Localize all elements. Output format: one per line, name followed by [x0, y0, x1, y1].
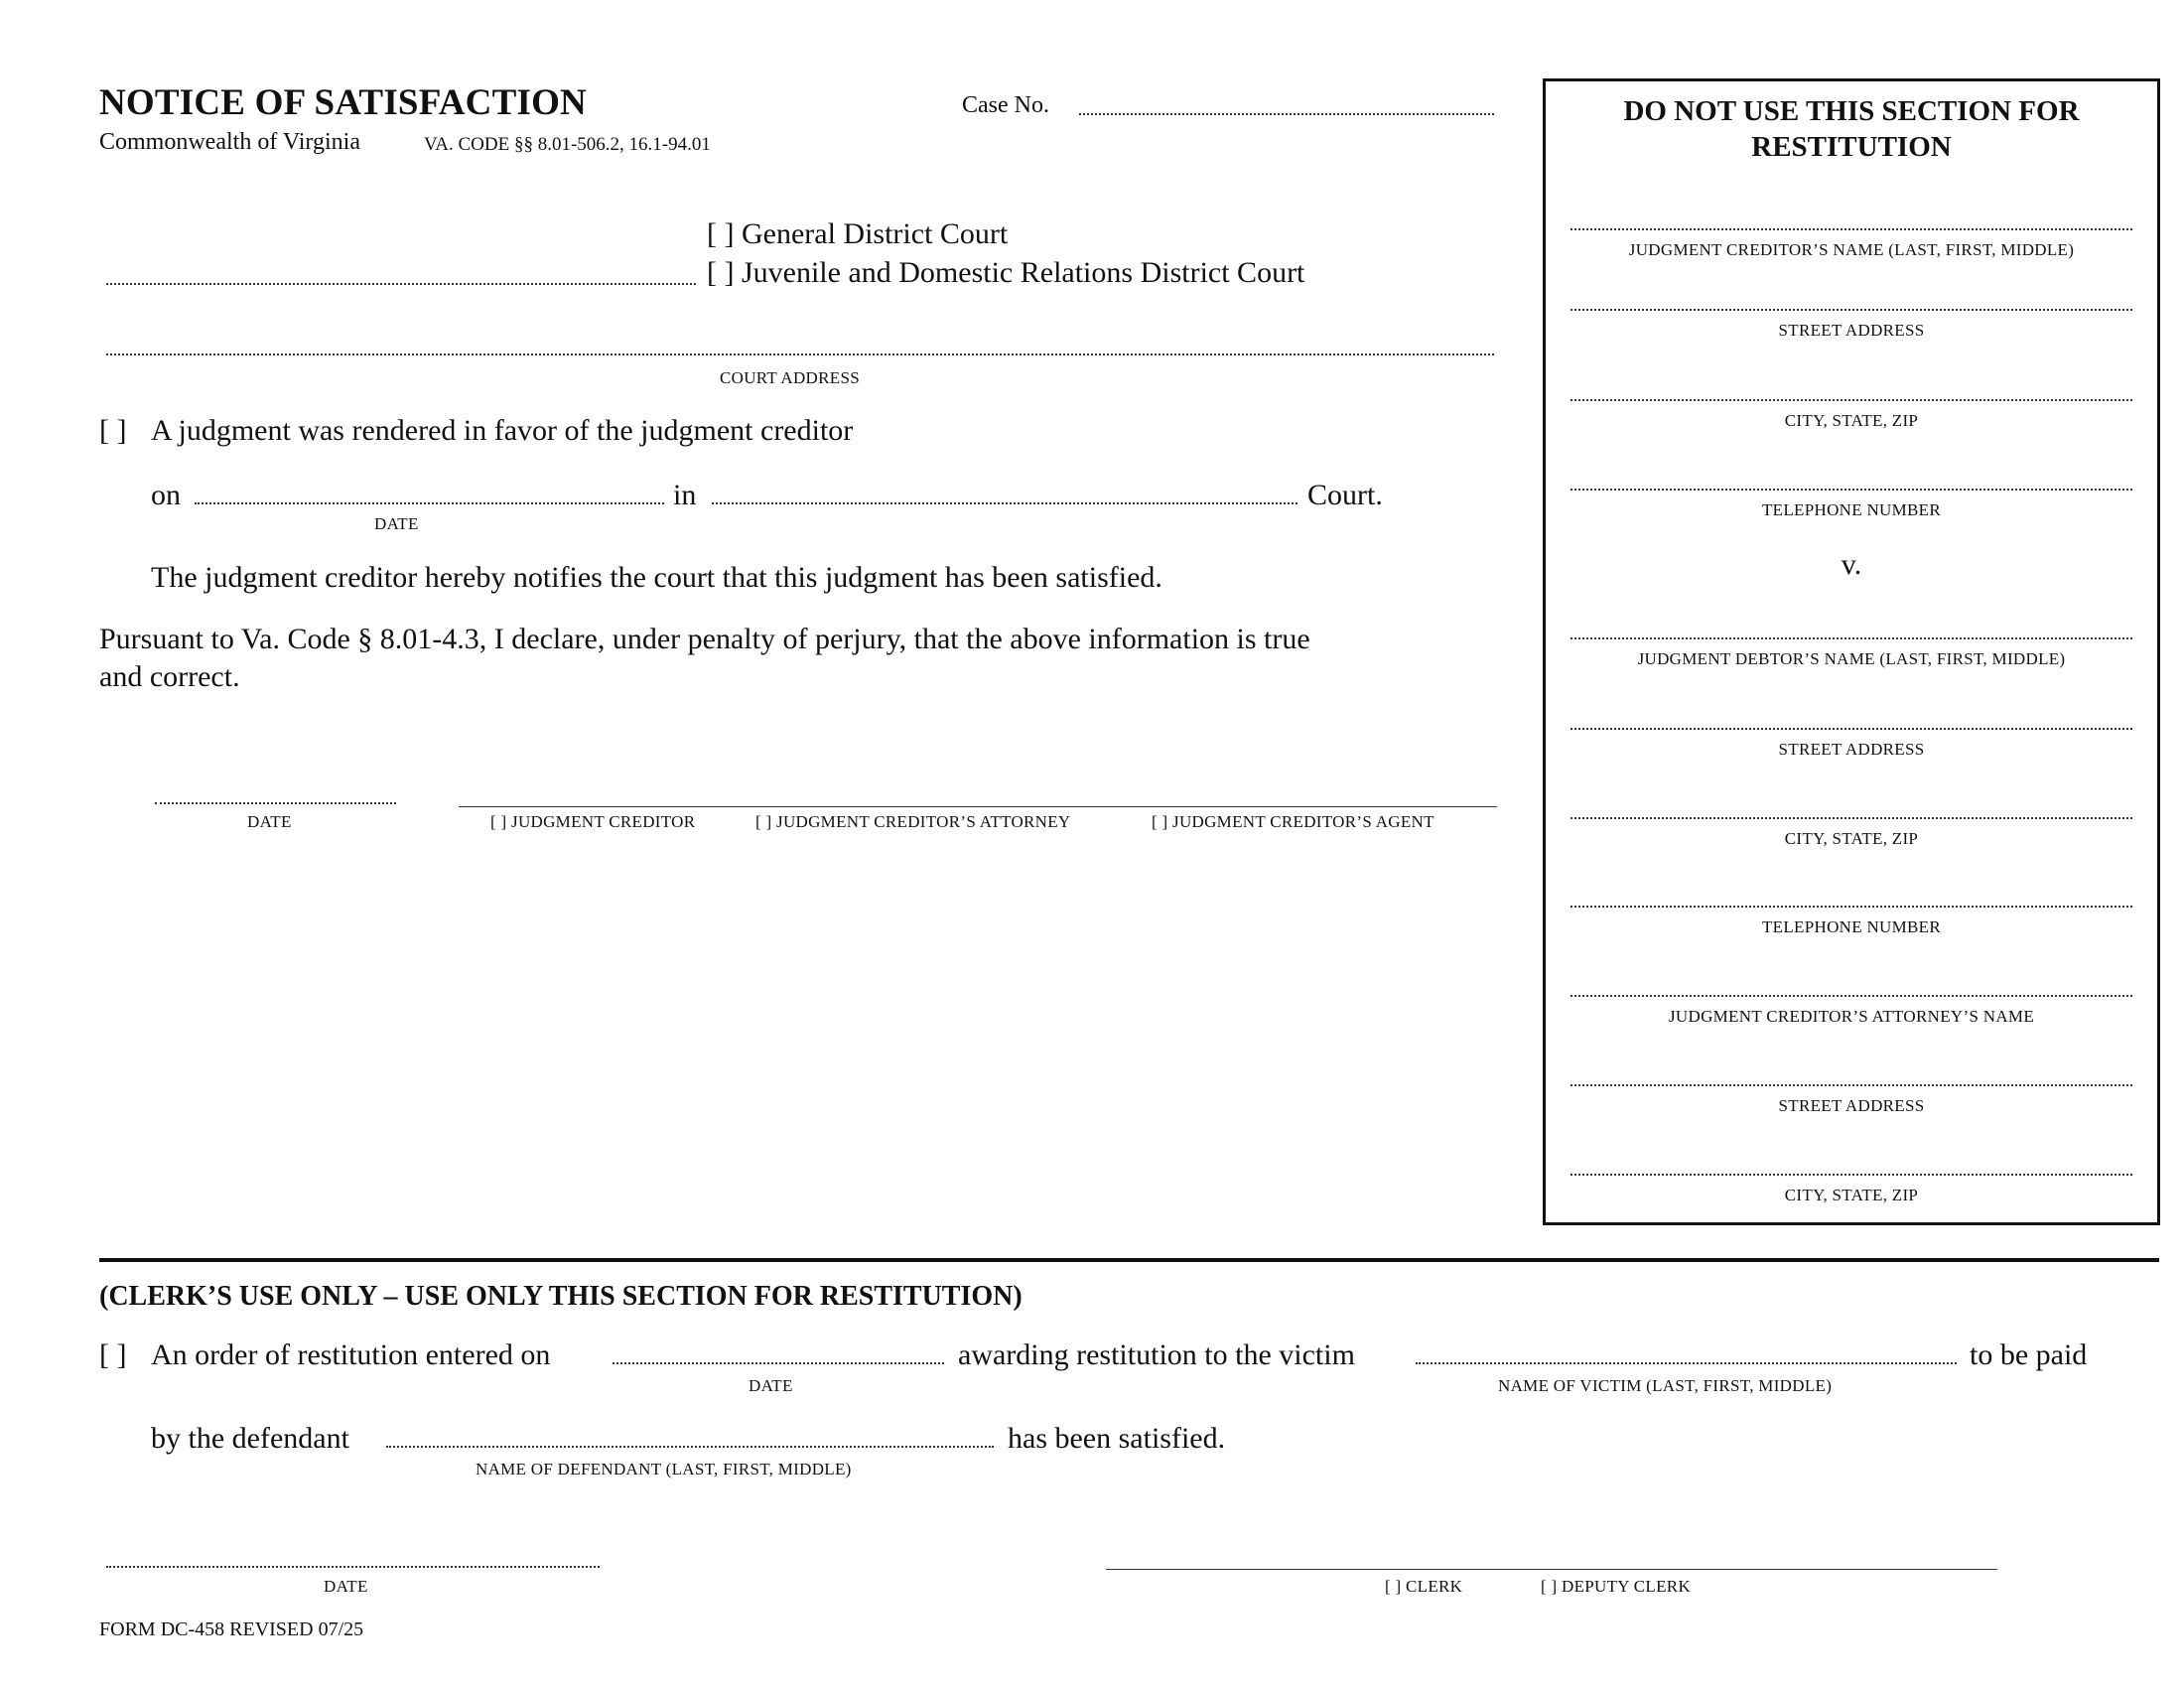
- judgment-date-caption: DATE: [374, 514, 419, 533]
- parties-section-title: DO NOT USE THIS SECTION FOR RESTITUTION: [1623, 95, 2080, 163]
- judgment-checkbox[interactable]: [ ]: [99, 414, 127, 447]
- court-address-field[interactable]: [106, 353, 1494, 355]
- clerk-date-caption: DATE: [324, 1577, 368, 1596]
- va-code-citation: VA. CODE §§ 8.01-506.2, 16.1-94.01: [424, 134, 711, 155]
- section-divider: [99, 1258, 2159, 1262]
- clerk-option[interactable]: [ ] CLERK: [1385, 1577, 1463, 1596]
- restitution-order-text: An order of restitution entered on: [151, 1338, 551, 1371]
- judgment-court-field[interactable]: [712, 502, 1297, 504]
- declaration-line-1: Pursuant to Va. Code § 8.01-4.3, I declare, under penalty of perjury, that the above information is true: [99, 623, 1310, 655]
- signature-line[interactable]: [459, 806, 1497, 807]
- victim-name-caption: NAME OF VICTIM (LAST, FIRST, MIDDLE): [1498, 1376, 1833, 1395]
- court-label: Court.: [1307, 479, 1383, 511]
- case-no-label: Case No.: [962, 92, 1049, 118]
- jdr-district-court-option[interactable]: [ ] Juvenile and Domestic Relations District Court: [707, 256, 1305, 289]
- versus-label: v.: [1841, 548, 1862, 581]
- to-be-paid-text: to be paid: [1970, 1338, 2088, 1371]
- judgment-creditor-option[interactable]: [ ] JUDGMENT CREDITOR: [490, 812, 696, 831]
- awarding-text: awarding restitution to the victim: [958, 1338, 1355, 1371]
- general-district-court-option[interactable]: [ ] General District Court: [707, 217, 1009, 250]
- deputy-clerk-option[interactable]: [ ] DEPUTY CLERK: [1541, 1577, 1692, 1596]
- judgment-statement: A judgment was rendered in favor of the judgment creditor: [151, 414, 854, 447]
- form-id: FORM DC-458 REVISED 07/25: [99, 1618, 364, 1640]
- court-name-field[interactable]: [106, 283, 696, 285]
- notify-text: The judgment creditor hereby notifies the court that this judgment has been satisfied.: [151, 561, 1162, 594]
- victim-name-field[interactable]: [1416, 1362, 1957, 1364]
- sign-date-field[interactable]: [155, 802, 396, 804]
- restitution-checkbox[interactable]: [ ]: [99, 1338, 127, 1371]
- declaration-line-2: and correct.: [99, 660, 240, 693]
- form-title: NOTICE OF SATISFACTION: [99, 82, 587, 123]
- by-defendant-text: by the defendant: [151, 1422, 349, 1455]
- defendant-name-field[interactable]: [386, 1446, 994, 1448]
- sign-date-caption: DATE: [247, 812, 292, 831]
- court-address-caption: COURT ADDRESS: [720, 368, 860, 387]
- restitution-date-field[interactable]: [613, 1362, 944, 1364]
- creditor-attorney-option[interactable]: [ ] JUDGMENT CREDITOR’S ATTORNEY: [755, 812, 1071, 831]
- creditor-agent-option[interactable]: [ ] JUDGMENT CREDITOR’S AGENT: [1152, 812, 1434, 831]
- satisfied-text: has been satisfied.: [1008, 1422, 1226, 1455]
- restitution-date-caption: DATE: [749, 1376, 793, 1395]
- in-label: in: [673, 479, 697, 511]
- clerk-date-field[interactable]: [106, 1566, 600, 1568]
- case-no-field[interactable]: [1079, 113, 1494, 115]
- parties-section: DO NOT USE THIS SECTION FOR RESTITUTION JUDGMENT CREDITOR’S NAME (LAST, FIRST, MIDDLE) STREET ADDRESS CITY, STATE, ZIP TELEPHONE NUMBER v. JUDGMENT DEBTOR’S NAME (LAST, FIRST, MIDDLE) STREET ADDRESS CITY, STATE, ZIP TELEPHONE NUMBER JUDGMENT CREDITOR’S ATTORNEY’S NAME STREET ADDRESS CITY, STATE, ZIP: [1543, 78, 2160, 1225]
- judgment-date-field[interactable]: [195, 502, 664, 504]
- commonwealth-label: Commonwealth of Virginia: [99, 129, 360, 155]
- on-label: on: [151, 479, 181, 511]
- defendant-name-caption: NAME OF DEFENDANT (LAST, FIRST, MIDDLE): [476, 1460, 852, 1478]
- clerk-section-heading: (CLERK’S USE ONLY – USE ONLY THIS SECTION FOR RESTITUTION): [99, 1281, 1023, 1312]
- clerk-signature-line[interactable]: [1106, 1569, 1997, 1570]
